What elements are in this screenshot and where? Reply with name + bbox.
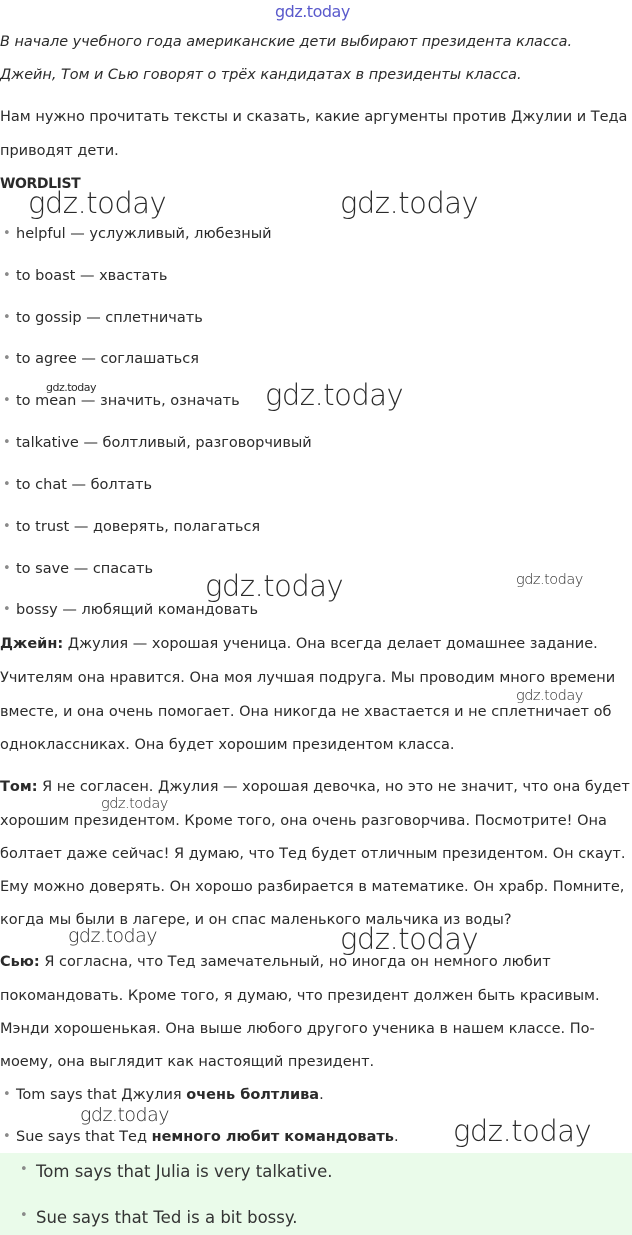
sue-line-3: Мэнди хорошенькая. Она выше любого другого ученика в нашем классе. По-: [0, 1021, 595, 1037]
bullet-icon: •: [3, 393, 11, 408]
watermark: gdz.today: [46, 381, 97, 394]
watermark: gdz.today: [68, 925, 157, 947]
bullet-icon: •: [20, 1208, 28, 1223]
jane-line-4: одноклассниках. Она будет хорошим президентом класса.: [0, 737, 455, 753]
list-item: • to mean — значить, означать: [3, 393, 240, 409]
tom-line-3: болтает даже сейчас! Я думаю, что Тед будет отличным президентом. Он скаут.: [0, 846, 626, 862]
bullet-icon: •: [3, 226, 11, 241]
intro-line-1: В начале учебного года американские дети выбирают президента класса.: [0, 34, 573, 50]
watermark: gdz.today: [516, 572, 583, 588]
tom-line-4: Ему можно доверять. Он хорошо разбирается в математике. Он храбр. Помните,: [0, 879, 625, 895]
list-item: • to trust — доверять, полагаться: [3, 519, 261, 535]
bullet-icon: •: [3, 268, 11, 283]
jane-line-1: Джейн: Джулия — хорошая ученица. Она всегда делает домашнее задание.: [0, 636, 598, 652]
sue-line-4: моему, она выглядит как настоящий президент.: [0, 1054, 375, 1070]
list-item: • to chat — болтать: [3, 477, 153, 493]
sue-line-2: покомандовать. Кроме того, я думаю, что президент должен быть красивым.: [0, 988, 600, 1004]
task-line-1: Нам нужно прочитать тексты и сказать, какие аргументы против Джулии и Теда: [0, 109, 628, 125]
tom-line-2: хорошим президентом. Кроме того, она очень разговорчива. Посмотрите! Она: [0, 813, 607, 829]
bullet-icon: •: [3, 477, 11, 492]
watermark: gdz.today: [516, 688, 583, 704]
tom-line-5: когда мы были в лагере, и он спас маленького мальчика из воды?: [0, 912, 512, 928]
list-item: • bossy — любящий командовать: [3, 602, 258, 618]
translation-item-2: • Sue says that Ted is a bit bossy.: [20, 1208, 298, 1227]
tom-line-1: Том: Я не согласен. Джулия — хорошая девочка, но это не значит, что она будет: [0, 779, 630, 795]
jane-line-2: Учителям она нравится. Она моя лучшая подруга. Мы проводим много времени: [0, 670, 616, 686]
list-item: • to agree — соглашаться: [3, 351, 199, 367]
watermark: gdz.today: [340, 186, 479, 220]
watermark: gdz.today: [340, 922, 479, 956]
speaker-jane: Джейн:: [0, 636, 64, 652]
list-item: • to gossip — сплетничать: [3, 310, 203, 326]
bullet-icon: •: [3, 1129, 11, 1144]
bullet-icon: •: [20, 1162, 28, 1177]
watermark-top: gdz.today: [275, 2, 350, 21]
bullet-icon: •: [3, 310, 11, 325]
jane-line-3: вместе, и она очень помогает. Она никогда не хвастается и не сплетничает об: [0, 704, 612, 720]
watermark: gdz.today: [28, 186, 167, 220]
list-item: • helpful — услужливый, любезный: [3, 226, 272, 242]
watermark: gdz.today: [453, 1114, 592, 1148]
speaker-tom: Том:: [0, 779, 38, 795]
bullet-icon: •: [3, 519, 11, 534]
list-item: • to boast — хвастать: [3, 268, 168, 284]
bullet-icon: •: [3, 1087, 11, 1102]
list-item: • to save — спасать: [3, 561, 154, 577]
bullet-icon: •: [3, 435, 11, 450]
list-item: • talkative — болтливый, разговорчивый: [3, 435, 312, 451]
watermark: gdz.today: [205, 569, 344, 603]
translation-highlight: [0, 1153, 632, 1235]
wordlist-header: WORDLIST: [0, 176, 81, 192]
intro-line-2: Джейн, Том и Сью говорят о трёх кандидатах в президенты класса.: [0, 67, 522, 83]
sue-line-1: Сью: Я согласна, что Тед замечательный, но иногда он немного любит: [0, 954, 551, 970]
bullet-icon: •: [3, 561, 11, 576]
watermark: gdz.today: [101, 796, 168, 812]
task-line-2: приводят дети.: [0, 143, 119, 159]
watermark: gdz.today: [80, 1104, 169, 1126]
watermark: gdz.today: [265, 378, 404, 412]
translation-item-1: • Tom says that Julia is very talkative.: [20, 1162, 333, 1181]
answer-item-1: • Tom says that Джулия очень болтлива.: [3, 1087, 324, 1103]
bullet-icon: •: [3, 351, 11, 366]
bullet-icon: •: [3, 602, 11, 617]
answer-item-2: • Sue says that Тед немного любит командовать.: [3, 1129, 399, 1145]
speaker-sue: Сью:: [0, 954, 40, 970]
